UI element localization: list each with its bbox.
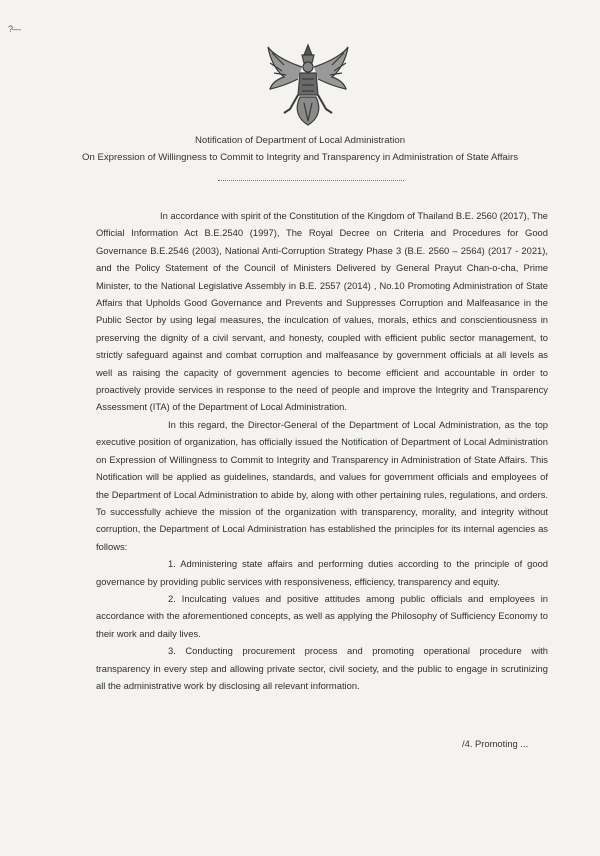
corner-mark: ?—	[8, 24, 21, 34]
header-line-1: Notification of Department of Local Administration	[194, 135, 406, 146]
document-body	[96, 207, 548, 694]
list-item-1: 1. Administering state affairs and performing duties according to the principle of good governance by providing public services with responsiveness, efficiency, transparency and equity.	[96, 558, 548, 587]
dotted-divider	[218, 180, 404, 181]
paragraph-2: In this regard, the Director-General of the Department of Local Administration, as the top executive position of organization, has officially issued the Notification of Department of Local Administration on Expression of Willingness to Commit to Integrity and Transparency in Administration of State Affairs. This Notification will be applied as guidelines, standards, and values for government officials and employees of the Department of Local Administration to abide by, along with other pertaining rules, regulations, and orders. To successfully achieve the mission of the organization with transparency, morality, and integrity without corruption, the Department of Local Administration has established the principles for its internal agencies as follows:	[96, 418, 548, 552]
document-header	[0, 132, 600, 166]
list-item-2: 2. Inculcating values and positive attitudes among public officials and employees in accordance with the aforementioned concepts, as well as applying the Philosophy of Sufficiency Economy to their work and daily lives.	[96, 592, 548, 639]
list-item-3: 3. Conducting procurement process and promoting operational procedure with transparency in every step and allowing private sector, civil society, and the public to engage in scrutinizing all the administrative work by disclosing all relevant information.	[96, 645, 548, 691]
header-line-2: On Expression of Willingness to Commit to Integrity and Transparency in Administration of State Affairs	[81, 152, 518, 163]
garuda-emblem-icon	[264, 43, 352, 127]
paragraph-1: In accordance with spirit of the Constitution of the Kingdom of Thailand B.E. 2560 (2017), The Official Information Act B.E.2540 (1997), The Royal Decree on Criteria and Procedures for Good Governance B.E.2546 (2003), National Anti-Corruption Strategy Phase 3 (B.E. 2560 – 2564) (2017 - 2021), and the Policy Statement of the Council of Ministers Delivered by General Prayut Chan-o-cha, Prime Minister, to the National Legislative Assembly in B.E. 2557 (2014) , No.10 Promoting Administration of State Affairs that Upholds Good Governance and Prevents and Suppresses Corruption and Malfeasance in the Public Sector by using legal measures, the inculcation of values, morals, ethics and conscientiousness in preserving the dignity of a civil servant, and honesty, coupled with efficient public sector management, to strictly safeguard against and combat corruption and malfeasance by government officials at all levels as well as raising the capacity of government agencies to become efficient and accountable in order to proactively provide services in response to the need of people and improve the Integrity and Transparency Assessment (ITA) of the Department of Local Administration.	[96, 210, 548, 413]
continuation-note: /4. Promoting ...	[462, 738, 529, 749]
